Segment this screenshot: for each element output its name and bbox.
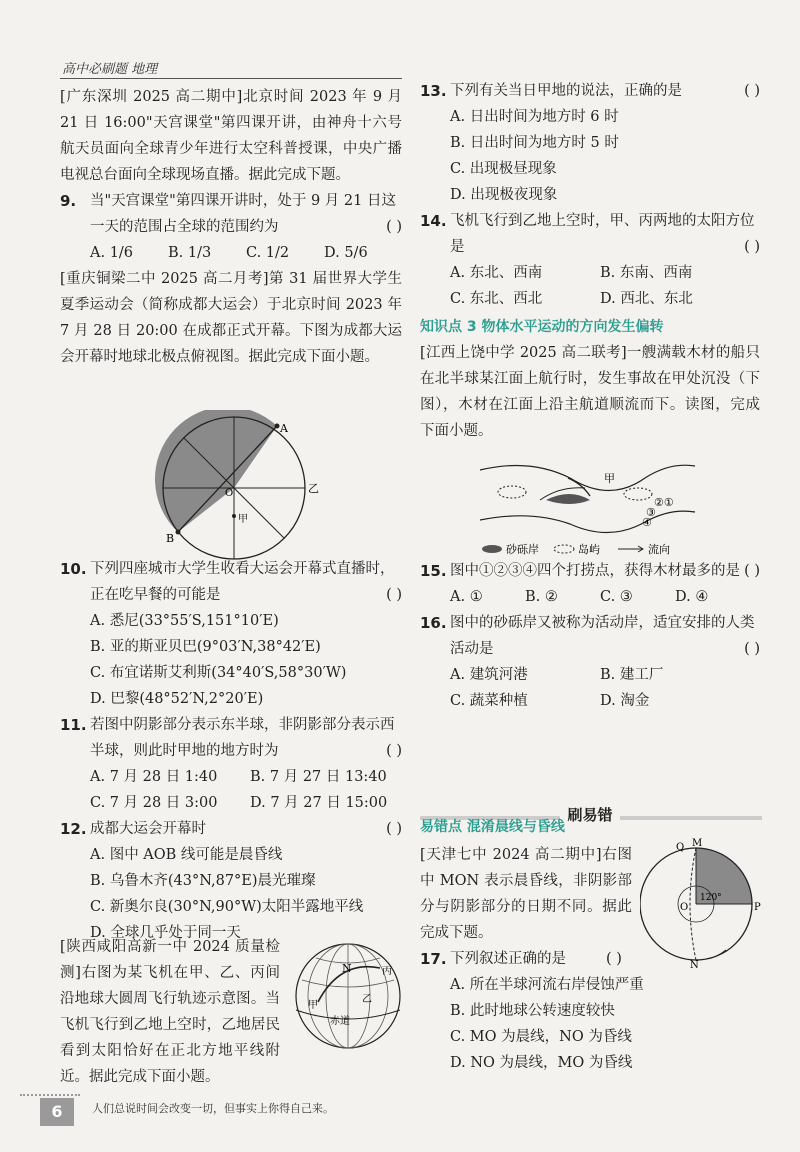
option-b[interactable]: B. 东南、西南 xyxy=(600,265,693,281)
flow-arrow xyxy=(568,478,590,496)
option-d[interactable]: D. 全球几乎处于同一天 xyxy=(90,925,241,941)
legend-island-swatch xyxy=(554,545,574,553)
question-stem: 当"天宫课堂"第四课开讲时，处于 9 月 21 日这一天的范围占全球的范围约为 xyxy=(90,193,396,235)
island xyxy=(624,488,652,500)
point-a xyxy=(275,424,280,429)
question-9 xyxy=(60,188,402,240)
question-14 xyxy=(420,208,760,260)
option-a[interactable]: A. 日出时间为地方时 6 时 xyxy=(450,109,619,125)
answer-paren: ( ) xyxy=(744,83,760,99)
legend-flow: 流向 xyxy=(648,543,670,556)
question-stem: 下列叙述正确的是 xyxy=(450,951,566,967)
question-11 xyxy=(60,712,402,764)
question-stem: 图中①②③④四个打捞点，获得木材最多的是 xyxy=(450,563,740,579)
page-header: 高中必刷题 地理 xyxy=(62,62,158,77)
terminator-mon xyxy=(690,848,696,960)
option-c[interactable]: C. 新奥尔良(30°N,90°W)太阳半露地平线 xyxy=(90,899,364,915)
options-q14-row2 xyxy=(420,286,760,312)
source-passage-2: [重庆铜梁二中 2025 高二月考]第 31 届世界大学生夏季运动会（简称成都大运会）于北京时间 2023 年 7 月 28 日 20:00 在成都正式开幕。下图为成都大运会开幕时地球北极点俯视图。据此完成下面小题。 xyxy=(60,271,402,365)
shaded-region xyxy=(155,410,277,532)
option-c[interactable]: C. MO 为晨线，NO 为昏线 xyxy=(450,1029,632,1045)
option-c[interactable]: C. 布宜诺斯艾利斯(34°40′S,58°30′W) xyxy=(90,665,347,681)
question-17 xyxy=(420,946,760,972)
options-q9 xyxy=(60,240,402,266)
answer-paren: ( ) xyxy=(386,743,402,759)
question-13 xyxy=(420,78,760,104)
option-a[interactable]: A. ① xyxy=(450,589,483,605)
footer-dots xyxy=(20,1094,80,1096)
left-column-lower xyxy=(60,556,402,946)
right-column xyxy=(420,78,760,444)
label-yi: 乙 xyxy=(308,482,319,495)
source-passage-5-block xyxy=(420,842,632,946)
error-point: 易错点 混淆晨线与昏线 xyxy=(420,819,565,835)
option-d[interactable]: D. NO 为晨线，MO 为昏线 xyxy=(450,1055,633,1071)
label-equator: 赤道 xyxy=(330,1016,350,1027)
option-c[interactable]: C. 蔬菜种植 xyxy=(450,693,528,709)
source-passage-1: [广东深圳 2025 高二期中]北京时间 2023 年 9 月 21 日 16:00"天宫课堂"第四课开讲，由神舟十六号航天员面向全球青少年进行太空科普授课，中央广播电视总台面向全球现场直播。据此完成下题。 xyxy=(60,89,402,183)
label-point-3: ③ xyxy=(646,506,656,519)
label-jia: 甲 xyxy=(238,514,248,525)
option-a[interactable]: A. 图中 AOB 线可能是晨昏线 xyxy=(90,847,283,863)
label-m: M xyxy=(692,838,703,849)
question-number: 16. xyxy=(420,614,447,632)
label-n: N xyxy=(690,960,699,968)
footer-motto: 人们总说时间会改变一切，但事实上你得自己来。 xyxy=(92,1102,334,1115)
options-q16-row2 xyxy=(420,688,760,714)
question-12 xyxy=(60,816,402,842)
source-passage-5: [天津七中 2024 高二期中]右图中 MON 表示晨昏线，非阴影部分与阴影部分的日期不同。据此完成下题。 xyxy=(420,847,632,941)
option-b[interactable]: B. 1/3 xyxy=(168,245,212,261)
left-column xyxy=(60,84,402,370)
answer-paren: ( ) xyxy=(386,219,402,235)
question-number: 14. xyxy=(420,212,447,230)
error-section xyxy=(420,814,760,840)
question-stem: 下列有关当日甲地的说法，正确的是 xyxy=(450,83,682,99)
knowledge-point-3: 知识点 3 物体水平运动的方向发生偏转 xyxy=(420,319,664,335)
option-c[interactable]: C. 1/2 xyxy=(246,245,290,261)
options-q14-row1 xyxy=(420,260,760,286)
point-jia xyxy=(232,514,236,518)
options-q16-row1 xyxy=(420,662,760,688)
answer-paren: ( ) xyxy=(744,563,760,579)
question-stem: 成都大运会开幕时 xyxy=(90,821,206,837)
river-figure xyxy=(470,448,700,558)
label-b: B xyxy=(166,532,175,545)
source-passage-4: [江西上饶中学 2025 高二联考]一艘满载木材的船只在北半球某江面上航行时，发生事故在甲处沉没（下图），木材在江面上沿主航道顺流而下。读图，完成下面小题。 xyxy=(420,345,760,439)
option-b[interactable]: B. 建工厂 xyxy=(600,667,664,683)
option-b[interactable]: B. 此时地球公转速度较快 xyxy=(450,1003,615,1019)
answer-paren: ( ) xyxy=(386,587,402,603)
river-bank-north xyxy=(480,465,695,490)
flight-globe-figure xyxy=(290,940,406,1052)
option-d[interactable]: D. 淘金 xyxy=(600,693,650,709)
label-point-4: ④ xyxy=(642,516,652,529)
point-b xyxy=(176,530,181,535)
answer-paren: ( ) xyxy=(606,951,622,967)
question-number: 12. xyxy=(60,820,87,838)
label-jia: 甲 xyxy=(308,1000,318,1011)
option-a[interactable]: A. 7 月 28 日 1:40 xyxy=(90,769,218,785)
question-number: 17. xyxy=(420,950,447,968)
option-b[interactable]: B. ② xyxy=(525,589,558,605)
source-passage-3: [陕西咸阳高新一中 2024 质量检测]右图为某飞机在甲、乙、丙间沿地球大圆周飞行轨迹示意图。当飞机飞行到乙地上空时，乙地居民看到太阳恰好在正北方地平线附近。据此完成下面小题。 xyxy=(60,939,280,1085)
label-n: N xyxy=(342,962,352,975)
page-number: 6 xyxy=(40,1098,74,1126)
label-o: O xyxy=(680,902,689,913)
question-16 xyxy=(420,610,760,662)
label-bing: 丙 xyxy=(382,966,392,977)
label-a: A xyxy=(280,422,288,435)
legend-gravel-swatch xyxy=(482,545,502,553)
option-c[interactable]: C. 东北、西北 xyxy=(450,291,543,307)
question-number: 15. xyxy=(420,562,447,580)
option-d[interactable]: D. 出现极夜现象 xyxy=(450,187,558,203)
option-a[interactable]: A. 东北、西南 xyxy=(450,265,543,281)
option-b[interactable]: B. 7 月 27 日 13:40 xyxy=(250,769,387,785)
option-d[interactable]: D. 巴黎(48°52′N,2°20′E) xyxy=(90,691,264,707)
legend-island: 岛屿 xyxy=(578,543,600,556)
source-passage-3-top xyxy=(60,934,280,1090)
question-number: 13. xyxy=(420,82,447,100)
question-number: 11. xyxy=(60,716,87,734)
right-column-bottom xyxy=(420,946,760,1076)
option-c[interactable]: C. 出现极昼现象 xyxy=(450,161,557,177)
question-number: 9. xyxy=(60,192,77,210)
label-q: Q xyxy=(676,842,685,853)
option-b[interactable]: B. 乌鲁木齐(43°N,87°E)晨光璀璨 xyxy=(90,873,316,889)
option-d[interactable]: D. ④ xyxy=(675,589,709,605)
option-d[interactable]: D. 西北、东北 xyxy=(600,291,693,307)
polar-view-figure xyxy=(150,410,320,560)
option-a[interactable]: A. 建筑河港 xyxy=(450,667,528,683)
gravel-bank xyxy=(546,494,590,504)
answer-paren: ( ) xyxy=(744,239,760,255)
options-q11-row2 xyxy=(60,790,402,816)
option-a[interactable]: A. 悉尼(33°55′S,151°10′E) xyxy=(90,613,279,629)
right-column-lower xyxy=(420,558,760,714)
answer-paren: ( ) xyxy=(744,641,760,657)
options-q15 xyxy=(420,584,760,610)
angle-label: 120° xyxy=(700,893,722,903)
section-title: 刷易错 xyxy=(560,804,620,825)
question-stem: 下列四座城市大学生收看大运会开幕式直播时，正在吃早餐的可能是 xyxy=(90,561,395,603)
option-d[interactable]: D. 7 月 27 日 15:00 xyxy=(250,795,388,811)
option-c[interactable]: C. 7 月 28 日 3:00 xyxy=(90,795,218,811)
legend-gravel: 砂砾岸 xyxy=(506,543,539,556)
question-stem: 图中的砂砾岸又被称为活动岸，适宜安排的人类活动是 xyxy=(450,615,755,657)
header-rule xyxy=(60,78,402,79)
answer-paren: ( ) xyxy=(386,821,402,837)
label-points-1-2: ②① xyxy=(654,496,674,509)
option-b[interactable]: B. 日出时间为地方时 5 时 xyxy=(450,135,619,151)
label-p: P xyxy=(754,902,761,913)
option-d[interactable]: D. 5/6 xyxy=(324,245,368,261)
option-b[interactable]: B. 亚的斯亚贝巴(9°03′N,38°42′E) xyxy=(90,639,321,655)
island xyxy=(498,486,526,498)
option-a[interactable]: A. 所在半球河流右岸侵蚀严重 xyxy=(450,977,644,993)
label-o: O xyxy=(225,488,234,499)
question-stem: 飞机飞行到乙地上空时，甲、丙两地的太阳方位是 xyxy=(450,213,755,255)
option-c[interactable]: C. ③ xyxy=(600,589,633,605)
label-yi: 乙 xyxy=(362,994,372,1005)
label-jia: 甲 xyxy=(604,472,615,485)
river-bank-south xyxy=(480,511,695,532)
question-10 xyxy=(60,556,402,608)
question-stem: 若图中阴影部分表示东半球，非阴影部分表示西半球，则此时甲地的地方时为 xyxy=(90,717,395,759)
question-number: 10. xyxy=(60,560,87,578)
option-a[interactable]: A. 1/6 xyxy=(90,245,134,261)
question-15 xyxy=(420,558,760,584)
options-q11-row1 xyxy=(60,764,402,790)
